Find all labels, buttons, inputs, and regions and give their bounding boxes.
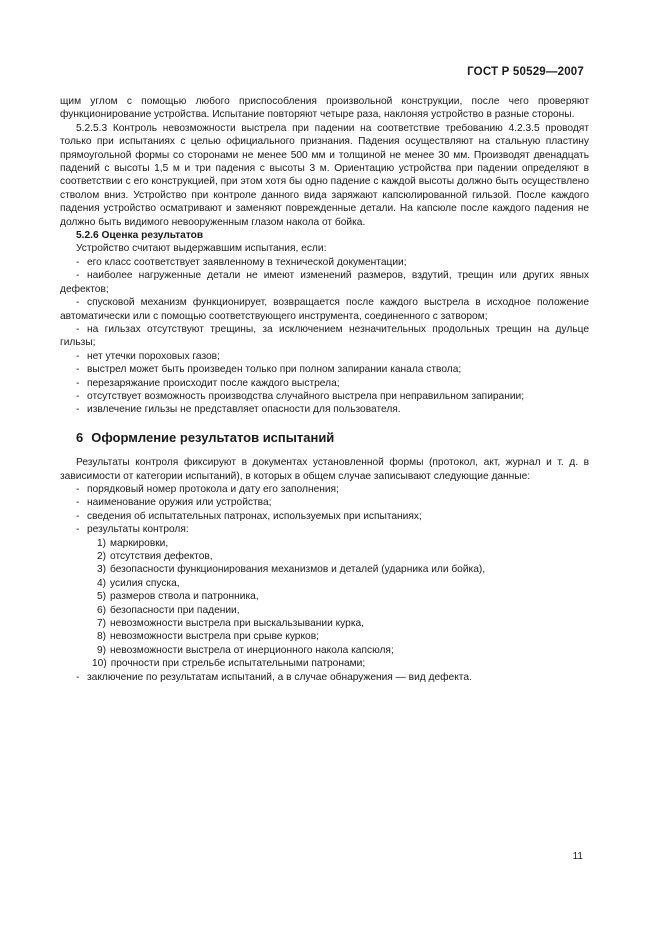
list-item: - на гильзах отсутствуют трещины, за исключением незначительных продольных трещин на дульце гильзы;: [60, 323, 589, 349]
paragraph-5-2-5-3: 5.2.5.3 Контроль невозможности выстрела при падении на соответствие требованию 4.2.3.5 проводят только при испытаниях с целью официального признания. Падения осуществляют на стальную пластину прямоугольной формы со сторонами не менее 500 мм и толщиной не менее 30 мм. Производят двенадцать падений с высоты 1,5 м и три падения с высоты 3 м. Ориентацию устройства при падении определяют в соответствии с его конструкцией, при этом хотя бы одно падение с каждой высоты должно быть осуществлено стволом вниз. Устройство при контроле данного вида заряжают капсюлированной гильзой. После каждого падения устройство осматривают и заменяют поврежденные детали. На капсюле после каждого падения не должно быть видимого невооруженным глазом накола от бойка.: [60, 122, 589, 228]
results-intro-paragraph: Результаты контроля фиксируют в документах установленной формы (протокол, акт, журнал и т. д. в зависимости от категории испытаний), в которых в общем случае записывают следующие данные:: [60, 457, 589, 482]
numbered-item: 6) безопасности при падении,: [96, 604, 240, 616]
criteria-intro: Устройство считают выдержавшим испытания, если:: [76, 243, 327, 255]
list-item: - перезаряжание происходит после каждого выстрела;: [76, 377, 340, 389]
subsection-heading-5-2-6: 5.2.6 Оценка результатов: [76, 230, 204, 242]
list-item: - его класс соответствует заявленному в технической документации;: [76, 256, 407, 268]
list-item: - выстрел может быть произведен только при полном запирании канала ствола;: [76, 364, 462, 376]
page-number: 11: [572, 851, 583, 862]
continued-paragraph: щим углом с помощью любого приспособления произвольной конструкции, после чего проверяют функционирование устройства. Испытание повторяют четыре раза, наклоняя устройство в разные стороны.: [60, 96, 589, 121]
numbered-item: 8) невозможности выстрела при срыве курков;: [96, 631, 319, 643]
numbered-item: 10) прочности при стрельбе испытательными патронами;: [92, 658, 366, 670]
list-item: - спусковой механизм функционирует, возвращается после каждого выстрела в исходное положение автоматически или с помощью соответствующего инструмента, соединенного с затвором;: [60, 297, 589, 322]
list-item: - нет утечки пороховых газов;: [76, 350, 220, 362]
section-number: 6: [76, 429, 84, 445]
list-item: - наиболее нагруженные детали не имеют изменений размеров, вздутий, трещин или других явных дефектов;: [60, 270, 589, 295]
section-heading-6: [76, 431, 589, 444]
list-item: - извлечение гильзы не представляет опасности для пользователя.: [76, 404, 401, 416]
list-item: - сведения об испытательных патронах, используемых при испытаниях;: [76, 510, 422, 522]
numbered-item: 1) маркировки,: [96, 537, 169, 549]
section-title-text: Оформление результатов испытаний: [91, 429, 335, 445]
list-item: - порядковый номер протокола и дату его заполнения;: [76, 483, 339, 495]
list-item: - отсутствует возможность производства случайного выстрела при неправильном запирании;: [76, 390, 525, 402]
criteria-list: [60, 256, 589, 417]
record-items-list: [60, 483, 589, 537]
numbered-item: 5) размеров ствола и патронника,: [96, 591, 259, 603]
numbered-item: 9) невозможности выстрела от инерционного накола капсюля;: [96, 644, 394, 656]
list-item: - результаты контроля:: [76, 524, 189, 536]
document-standard-header: ГОСТ Р 50529—2007: [467, 66, 584, 78]
numbered-item: 7) невозможности выстрела при выскальзывании курка,: [96, 618, 365, 630]
numbered-item: 4) усилия спуска,: [96, 577, 180, 589]
numbered-item: 2) отсутствия дефектов,: [96, 551, 213, 562]
list-item: - наименование оружия или устройства;: [76, 497, 272, 509]
numbered-item: 3) безопасности функционирования механизмов и деталей (ударника или бойка),: [96, 564, 486, 576]
control-results-list: [60, 537, 589, 671]
conclusion-item: - заключение по результатам испытаний, а в случае обнаружения — вид дефекта.: [76, 671, 472, 683]
document-body: [60, 95, 589, 684]
